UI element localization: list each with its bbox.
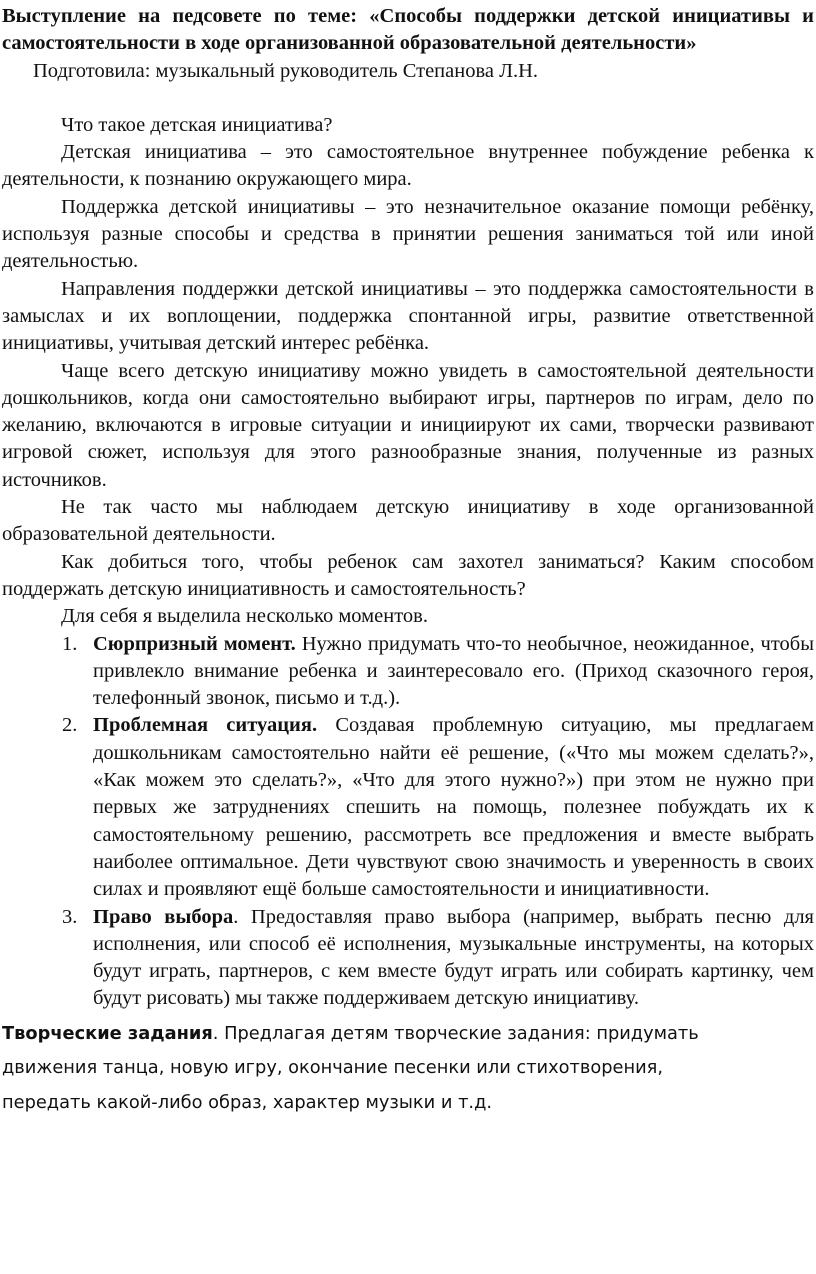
document-title: Выступление на педсовете по теме: «Способы поддержки детской инициативы и самостоятельности в ходе организованной образовательной деятельности» [2, 5, 814, 55]
list-item-text: Создавая проблемную ситуацию, мы предлагаем дошкольникам самостоятельно найти её решение, («Что мы можем сделать?», «Как можем это сделать?», «Что для этого нужно?») при этом не нужно при первых же затруднениях спешить на помощь, полезнее побуждать их к самостоятельному решению, рассмотреть все предложения и вместе выбрать наиболее оптимальное. Дети чувствуют свою значимость и уверенность в своих силах и проявляют ещё больше самостоятельности и инициативности. [93, 714, 814, 901]
paragraph-organized: Не так часто мы наблюдаем детскую инициативу в ходе организованной образовательной деятельности. [2, 496, 814, 546]
list-item [62, 631, 814, 713]
creative-text: . Предлагая детям творческие задания: придумать [212, 1022, 699, 1044]
list-item-heading: Проблемная ситуация. [93, 714, 318, 737]
paragraph-question: Что такое детская инициатива? [61, 113, 333, 136]
list-item [62, 904, 814, 1013]
paragraph-how: Как добиться того, чтобы ребенок сам захотел заниматься? Каким способом поддержать детскую инициативность и самостоятельность? [2, 550, 814, 600]
creative-tasks-block [2, 1017, 814, 1121]
blank-line [2, 85, 814, 112]
creative-line [2, 1017, 814, 1052]
list-item [62, 712, 814, 903]
paragraph-support: Поддержка детской инициативы – это незначительное оказание помощи ребёнку, используя разные способы и средства в принятии решения заниматься той или иной деятельностью. [2, 195, 814, 273]
list-item-number: 1. [62, 632, 78, 655]
creative-heading: Творческие задания [2, 1022, 213, 1044]
creative-line: движения танца, новую игру, окончание песенки или стихотворения, [2, 1057, 663, 1079]
list-item-text: . Предоставляя право выбора (например, выбрать песню для исполнения, или способ её исполнения, музыкальные инструменты, на которых будут играть, партнеров, с кем вместе будут играть или собирать картинку, чем будут рисовать) мы также поддерживаем детскую инициативу. [93, 905, 814, 1010]
list-item-heading: Право выбора [93, 905, 234, 928]
paragraph-observation: Чаще всего детскую инициативу можно увидеть в самостоятельной деятельности дошкольников, когда они самостоятельно выбирают игры, партнеров по играм, дело по желанию, включаются в игровые ситуации и инициируют их сами, творчески развивают игровой сюжет, используя для этого разнообразные знания, полученные из разных источников. [2, 359, 814, 491]
list-item-text: Нужно придумать что-то необычное, неожиданное, чтобы привлекло внимание ребенка и заинтересовало его. (Приход сказочного героя, телефонный звонок, письмо и т.д.). [93, 632, 814, 710]
paragraph-moments: Для себя я выделила несколько моментов. [61, 605, 428, 628]
paragraph-definition: Детская инициатива – это самостоятельное внутреннее побуждение ребенка к деятельности, к познанию окружающего мира. [2, 141, 814, 191]
list-item-number: 3. [62, 905, 78, 928]
author-line: Подготовила: музыкальный руководитель Степанова Л.Н. [33, 59, 539, 82]
list-item-heading: Сюрпризный момент. [93, 632, 296, 655]
paragraph-directions: Направления поддержки детской инициативы – это поддержка самостоятельности в замыслах и их воплощении, поддержка спонтанной игры, развитие ответственной инициативы, учитывая детский интерес ребёнка. [2, 277, 814, 355]
list-item-number: 2. [62, 714, 78, 737]
creative-line: передать какой-либо образ, характер музыки и т.д. [2, 1091, 493, 1113]
numbered-list [2, 631, 814, 1013]
